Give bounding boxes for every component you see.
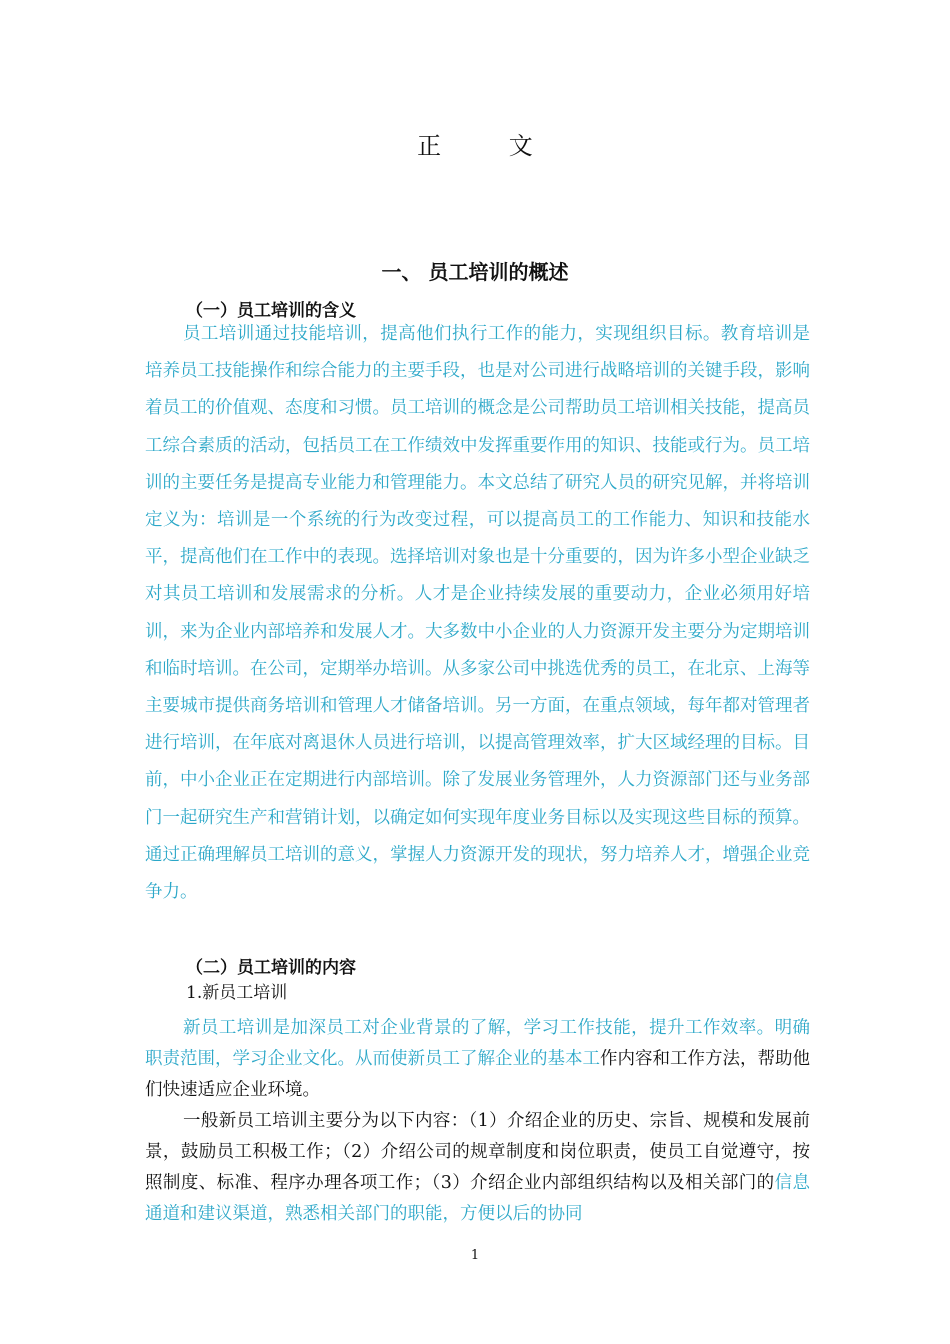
section-title-meaning: （一）员工培训的含义	[186, 301, 356, 321]
paragraph-plain-text: 一般新员工培训主要分为以下内容：（1）介绍企业的历史、宗旨、规模和发展前景，鼓励员工积极工作；（2）介绍公司的规章制度和岗位职责，使员工自觉遵守，按照制度、标准、程序办理各项工作；（3）介绍企业内部组织结构以及相关部门的	[145, 1111, 810, 1193]
chapter-title: 一、 员工培训的概述	[381, 260, 569, 284]
paragraph-highlight-text: 新员工培训是加深员工对企业背景的了解，学习工作技能，提升工作效率。明确职责范围，学习企业文化。从而使新员工了解企业的基本工	[145, 1018, 810, 1069]
subheading-new-employee-training: 1.新员工培训	[186, 983, 288, 1003]
page-number: 1	[470, 1248, 480, 1263]
paragraph-new-employee-training	[145, 1013, 810, 1106]
page-title: 正 文	[417, 132, 563, 160]
paragraph-plain-text: 作内容和工作方法，帮助他们快速适应企业环境。	[145, 1049, 810, 1100]
paragraph-training-contents	[145, 1106, 810, 1230]
paragraph-highlight-text: 信息通道和建议渠道，熟悉相关部门的职能，方便以后的协同	[145, 1173, 811, 1224]
section-title-content: （二）员工培训的内容	[186, 958, 356, 978]
paragraph-training-meaning: 员工培训通过技能培训，提高他们执行工作的能力，实现组织目标。教育培训是培养员工技能操作和综合能力的主要手段，也是对公司进行战略培训的关键手段，影响着员工的价值观、态度和习惯。员工培训的概念是公司帮助员工培训相关技能，提高员工综合素质的活动，包括员工在工作绩效中发挥重要作用的知识、技能或行为。员工培训的主要任务是提高专业能力和管理能力。本文总结了研究人员的研究见解，并将培训定义为：培训是一个系统的行为改变过程，可以提高员工的工作能力、知识和技能水平，提高他们在工作中的表现。选择培训对象也是十分重要的，因为许多小型企业缺乏对其员工培训和发展需求的分析。人才是企业持续发展的重要动力，企业必须用好培训，来为企业内部培养和发展人才。大多数中小企业的人力资源开发主要分为定期培训和临时培训。在公司，定期举办培训。从多家公司中挑选优秀的员工，在北京、上海等主要城市提供商务培训和管理人才储备培训。另一方面，在重点领域，每年都对管理者进行培训，在年底对离退休人员进行培训，以提高管理效率，扩大区域经理的目标。目前，中小企业正在定期进行内部培训。除了发展业务管理外，人力资源部门还与业务部门一起研究生产和营销计划，以确定如何实现年度业务目标以及实现这些目标的预算。通过正确理解员工培训的意义，掌握人力资源开发的现状，努力培养人才，增强企业竞争力。	[145, 324, 810, 903]
